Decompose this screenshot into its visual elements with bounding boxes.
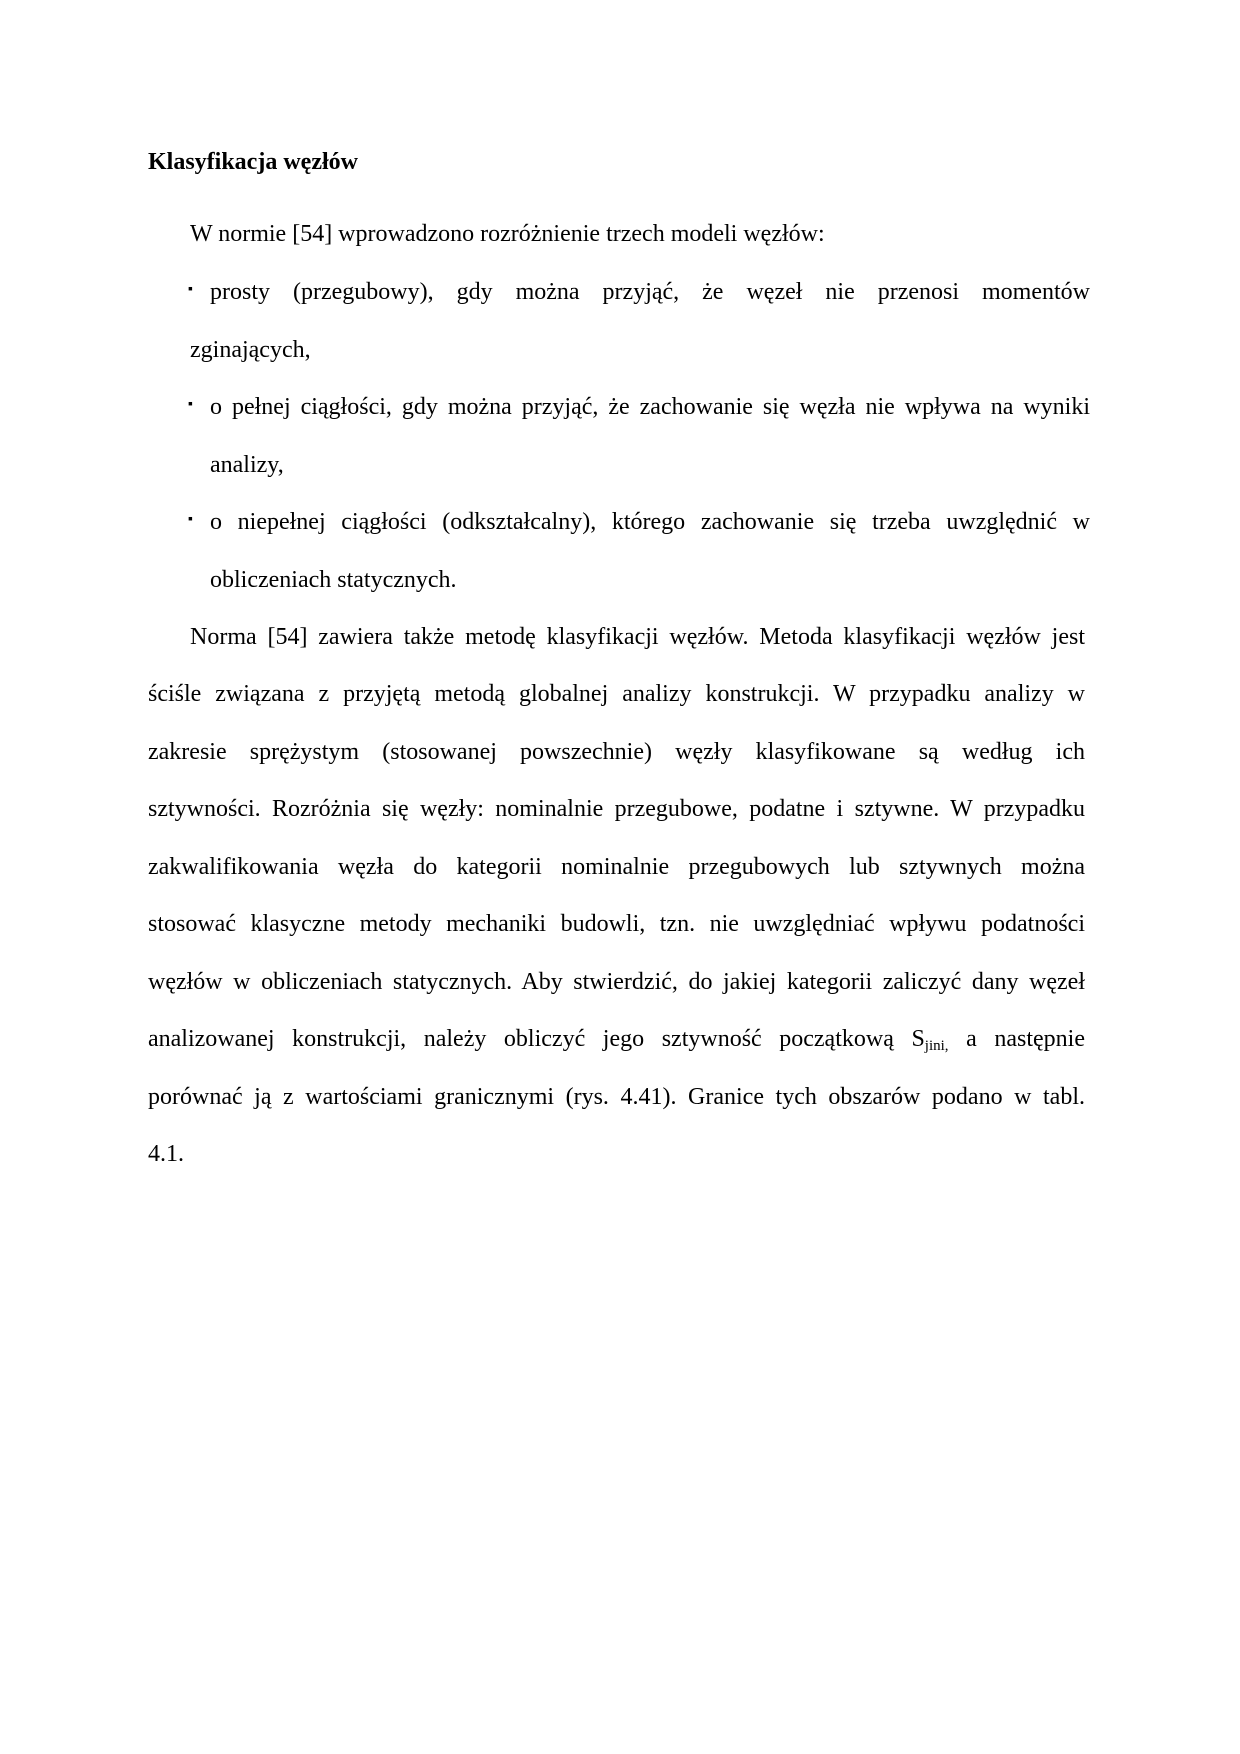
paragraph-line-8 [148,1023,1085,1055]
bullet-marker: ▪ [188,282,193,297]
bullet-3-line-1: o niepełnej ciągłości (odkształcalny), którego zachowanie się trzeba uwzględnić w [210,509,1090,535]
intro-line: W normie [54] wprowadzono rozróżnienie trzech modeli węzłów: [190,221,825,247]
paragraph-line-6: stosować klasyczne metody mechaniki budowli, tzn. nie uwzględniać wpływu podatności [148,911,1085,937]
bullet-marker: ▪ [188,397,193,412]
stiffness-subscript: jini, [924,1038,949,1054]
bullet-2-line-2: analizy, [210,452,284,478]
paragraph-line-7: węzłów w obliczeniach statycznych. Aby stwierdzić, do jakiej kategorii zaliczyć dany węzeł [148,969,1085,995]
paragraph-line-9: porównać ją z wartościami granicznymi (rys. 4.41). Granice tych obszarów podano w tabl. [148,1084,1085,1110]
bullet-1-line-2: zginających, [190,337,311,363]
paragraph-line-1: Norma [54] zawiera także metodę klasyfikacji węzłów. Metoda klasyfikacji węzłów jest [190,624,1085,650]
paragraph-line-8-text: analizowanej konstrukcji, należy obliczyć jego sztywność początkową S [148,1026,925,1052]
bullet-2-line-1: o pełnej ciągłości, gdy można przyjąć, że zachowanie się węzła nie wpływa na wyniki [210,394,1090,420]
paragraph-line-2: ściśle związana z przyjętą metodą globalnej analizy konstrukcji. W przypadku analizy w [148,681,1085,707]
bullet-1-line-1: prosty (przegubowy), gdy można przyjąć, że węzeł nie przenosi momentów [210,279,1090,305]
paragraph-line-5: zakwalifikowania węzła do kategorii nominalnie przegubowych lub sztywnych można [148,854,1085,880]
section-heading: Klasyfikacja węzłów [148,149,358,175]
paragraph-line-3: zakresie sprężystym (stosowanej powszechnie) węzły klasyfikowane są według ich [148,739,1085,765]
paragraph-line-8-tail: a następnie [948,1026,1085,1052]
paragraph-line-4: sztywności. Rozróżnia się węzły: nominalnie przegubowe, podatne i sztywne. W przypadku [148,796,1085,822]
paragraph-line-10: 4.1. [148,1141,184,1167]
bullet-marker: ▪ [188,512,193,527]
bullet-3-line-2: obliczeniach statycznych. [210,567,457,593]
